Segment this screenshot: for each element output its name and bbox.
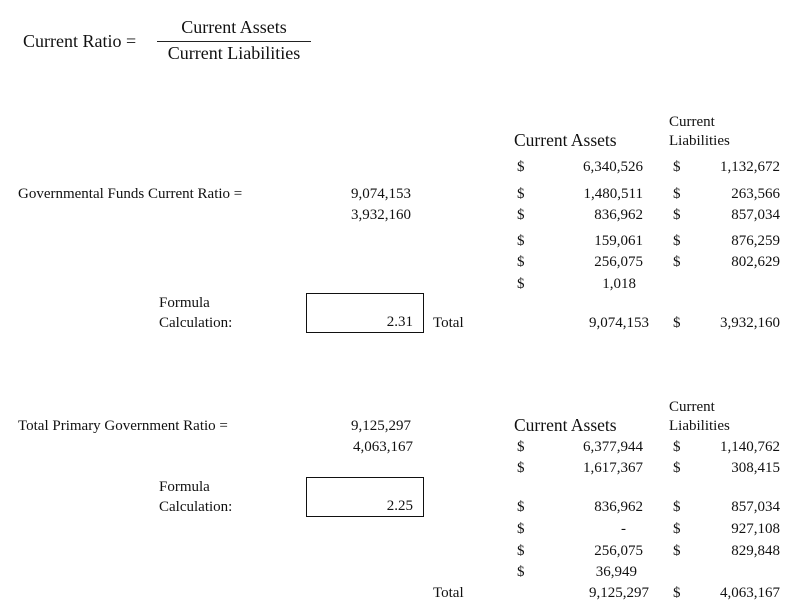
liability-value: 857,034 <box>731 207 780 223</box>
liability-value: 927,108 <box>731 521 780 537</box>
dollar-sign: $ <box>673 521 681 537</box>
asset-value: 1,480,511 <box>583 186 643 202</box>
dollar-sign: $ <box>673 233 681 249</box>
assets-header: Current Assets <box>514 130 617 150</box>
calc-label-line2: Calculation: <box>159 499 233 515</box>
total-assets: 9,125,297 <box>589 585 649 601</box>
calc-label-line1: Formula <box>159 479 210 495</box>
liabilities-header-line2: Liabilities <box>669 418 730 434</box>
dollar-sign: $ <box>517 276 525 292</box>
dollar-sign: $ <box>517 254 525 270</box>
dollar-sign: $ <box>673 439 681 455</box>
asset-value: 836,962 <box>594 207 643 223</box>
asset-value: 36,949 <box>595 564 637 580</box>
liability-value: 1,140,762 <box>720 439 780 455</box>
total-liabilities: 3,932,160 <box>720 315 780 331</box>
calc-label-line1: Formula <box>159 295 210 311</box>
asset-value: 256,075 <box>594 543 643 559</box>
formula-numerator: Current Assets <box>181 17 287 37</box>
dollar-sign: $ <box>673 159 681 175</box>
dollar-sign: $ <box>517 439 525 455</box>
liability-value: 829,848 <box>731 543 780 559</box>
liability-value: 876,259 <box>731 233 780 249</box>
dollar-sign: $ <box>517 521 525 537</box>
formula-denominator: Current Liabilities <box>167 43 301 63</box>
liability-value: 802,629 <box>731 254 780 270</box>
total-assets: 9,074,153 <box>589 315 649 331</box>
asset-value: 6,377,944 <box>583 439 643 455</box>
dollar-sign: $ <box>673 207 681 223</box>
dollar-sign: $ <box>517 207 525 223</box>
dollar-sign: $ <box>673 585 681 601</box>
dollar-sign: $ <box>517 159 525 175</box>
formula-calculation-box <box>306 293 424 333</box>
section-label: Governmental Funds Current Ratio = <box>18 186 243 202</box>
dollar-sign: $ <box>673 460 681 476</box>
dollar-sign: $ <box>517 564 525 580</box>
asset-value: 6,340,526 <box>583 159 643 175</box>
dollar-sign: $ <box>517 499 525 515</box>
asset-value: 159,061 <box>594 233 643 249</box>
liabilities-header-line1: Current <box>669 114 715 130</box>
calc-result: 2.31 <box>386 314 413 330</box>
total-liabilities: 4,063,167 <box>720 585 780 601</box>
asset-value: - <box>621 521 626 537</box>
ratio-numerator: 9,074,153 <box>351 186 411 202</box>
dollar-sign: $ <box>517 186 525 202</box>
liability-value: 263,566 <box>731 186 780 202</box>
assets-header: Current Assets <box>514 415 617 435</box>
liability-value: 308,415 <box>731 460 780 476</box>
dollar-sign: $ <box>517 233 525 249</box>
total-label: Total <box>433 315 464 331</box>
liabilities-header-line2: Liabilities <box>669 133 730 149</box>
ratio-denominator: 3,932,160 <box>351 207 411 223</box>
liability-value: 857,034 <box>731 499 780 515</box>
dollar-sign: $ <box>517 460 525 476</box>
dollar-sign: $ <box>517 543 525 559</box>
formula-calculation-box <box>306 477 424 517</box>
calc-result: 2.25 <box>386 498 413 514</box>
ratio-numerator: 9,125,297 <box>351 418 411 434</box>
dollar-sign: $ <box>673 315 681 331</box>
liability-value: 1,132,672 <box>720 159 780 175</box>
formula-lhs: Current Ratio = <box>23 31 137 51</box>
dollar-sign: $ <box>673 254 681 270</box>
calc-label-line2: Calculation: <box>159 315 233 331</box>
asset-value: 256,075 <box>594 254 643 270</box>
ratio-denominator: 4,063,167 <box>353 439 413 455</box>
total-label: Total <box>433 585 464 601</box>
asset-value: 836,962 <box>594 499 643 515</box>
asset-value: 1,018 <box>602 276 636 292</box>
section-label: Total Primary Government Ratio = <box>18 418 228 434</box>
liabilities-header-line1: Current <box>669 399 715 415</box>
dollar-sign: $ <box>673 543 681 559</box>
dollar-sign: $ <box>673 186 681 202</box>
asset-value: 1,617,367 <box>583 460 643 476</box>
dollar-sign: $ <box>673 499 681 515</box>
